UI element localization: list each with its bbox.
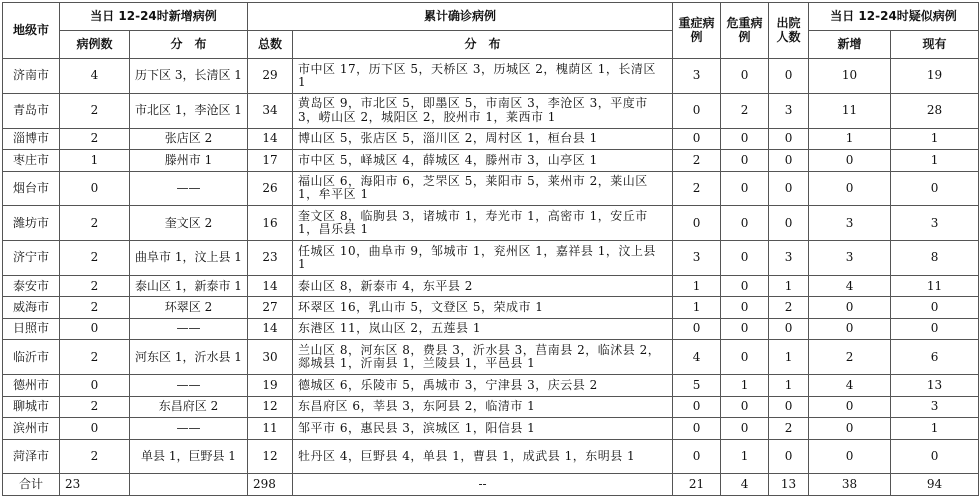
- discharged-count: 3: [769, 241, 809, 276]
- new-distribution: 单县 1，巨野县 1: [130, 439, 248, 474]
- city-name: 威海市: [3, 297, 60, 318]
- discharged-count: 1: [769, 275, 809, 296]
- header-critical: 危重病例: [721, 3, 769, 59]
- cumulative-distribution: 东昌府区 6，莘县 3，东阿县 2，临清市 1: [293, 396, 673, 417]
- suspected-current: 0: [891, 439, 979, 474]
- table-row: [3, 340, 979, 375]
- city-name: 泰安市: [3, 275, 60, 296]
- new-count: 2: [60, 439, 130, 474]
- total-discharged: 13: [769, 474, 809, 496]
- cumulative-distribution: 市中区 5，峄城区 4，薛城区 4，滕州市 3，山亭区 1: [293, 150, 673, 171]
- suspected-new: 3: [809, 206, 891, 241]
- new-distribution: 市北区 1，李沧区 1: [130, 93, 248, 128]
- cumulative-distribution: 市中区 17，历下区 5，天桥区 3，历城区 2，槐荫区 1，长清区 1: [293, 59, 673, 94]
- severe-count: 4: [673, 340, 721, 375]
- suspected-current: 13: [891, 375, 979, 396]
- total-row: [3, 474, 979, 496]
- new-count: 0: [60, 318, 130, 339]
- cumulative-total: 14: [248, 275, 293, 296]
- suspected-current: 1: [891, 150, 979, 171]
- new-count: 4: [60, 59, 130, 94]
- cumulative-distribution: 博山区 5，张店区 5，淄川区 2，周村区 1，桓台县 1: [293, 128, 673, 149]
- total-cumulative: 298: [248, 474, 293, 496]
- cumulative-total: 14: [248, 318, 293, 339]
- suspected-new: 3: [809, 241, 891, 276]
- cumulative-total: 14: [248, 128, 293, 149]
- cumulative-distribution: 兰山区 8，河东区 8，费县 3，沂水县 3，莒南县 2，临沭县 2，郯城县 1，沂南县 1，兰陵县 1，平邑县 1: [293, 340, 673, 375]
- city-name: 临沂市: [3, 340, 60, 375]
- cumulative-total: 27: [248, 297, 293, 318]
- suspected-new: 0: [809, 396, 891, 417]
- discharged-count: 1: [769, 340, 809, 375]
- suspected-current: 19: [891, 59, 979, 94]
- new-distribution: 环翠区 2: [130, 297, 248, 318]
- suspected-current: 0: [891, 297, 979, 318]
- table-row: [3, 59, 979, 94]
- discharged-count: 0: [769, 439, 809, 474]
- city-name: 济宁市: [3, 241, 60, 276]
- new-distribution: 滕州市 1: [130, 150, 248, 171]
- critical-count: 0: [721, 128, 769, 149]
- city-name: 烟台市: [3, 171, 60, 206]
- header-city: 地级市: [3, 3, 60, 59]
- new-distribution: ——: [130, 171, 248, 206]
- new-distribution: 泰山区 1，新泰市 1: [130, 275, 248, 296]
- header-cum-total: 总数: [248, 31, 293, 59]
- table-row: [3, 439, 979, 474]
- new-count: 2: [60, 93, 130, 128]
- suspected-current: 11: [891, 275, 979, 296]
- discharged-count: 0: [769, 318, 809, 339]
- severe-count: 3: [673, 59, 721, 94]
- critical-count: 0: [721, 418, 769, 439]
- critical-count: 0: [721, 275, 769, 296]
- cumulative-distribution: 德城区 6，乐陵市 5，禹城市 3，宁津县 3，庆云县 2: [293, 375, 673, 396]
- total-critical: 4: [721, 474, 769, 496]
- discharged-count: 0: [769, 59, 809, 94]
- severe-count: 0: [673, 128, 721, 149]
- suspected-current: 1: [891, 128, 979, 149]
- new-distribution: ——: [130, 418, 248, 439]
- severe-count: 2: [673, 150, 721, 171]
- critical-count: 0: [721, 59, 769, 94]
- new-distribution: 东昌府区 2: [130, 396, 248, 417]
- severe-count: 2: [673, 171, 721, 206]
- discharged-count: 0: [769, 396, 809, 417]
- table-row: [3, 418, 979, 439]
- cumulative-total: 29: [248, 59, 293, 94]
- severe-count: 0: [673, 396, 721, 417]
- cumulative-distribution: 福山区 6，海阳市 6，芝罘区 5，莱阳市 5，莱州市 2，莱山区 1，牟平区 1: [293, 171, 673, 206]
- suspected-new: 0: [809, 150, 891, 171]
- table-row: [3, 275, 979, 296]
- suspected-current: 0: [891, 171, 979, 206]
- severe-count: 0: [673, 93, 721, 128]
- severe-count: 1: [673, 297, 721, 318]
- city-name: 聊城市: [3, 396, 60, 417]
- critical-count: 2: [721, 93, 769, 128]
- suspected-new: 0: [809, 318, 891, 339]
- cumulative-total: 34: [248, 93, 293, 128]
- city-name: 淄博市: [3, 128, 60, 149]
- new-count: 2: [60, 128, 130, 149]
- table-row: [3, 206, 979, 241]
- cumulative-distribution: 黄岛区 9，市北区 5，即墨区 5，市南区 3，李沧区 3，平度市 3，崂山区 2，城阳区 2，胶州市 1，莱西市 1: [293, 93, 673, 128]
- new-count: 2: [60, 297, 130, 318]
- severe-count: 0: [673, 439, 721, 474]
- cumulative-total: 11: [248, 418, 293, 439]
- new-count: 2: [60, 275, 130, 296]
- suspected-new: 1: [809, 128, 891, 149]
- table-row: [3, 171, 979, 206]
- city-name: 德州市: [3, 375, 60, 396]
- new-distribution: ——: [130, 375, 248, 396]
- severe-count: 3: [673, 241, 721, 276]
- discharged-count: 2: [769, 297, 809, 318]
- cumulative-distribution: 任城区 10，曲阜市 9，邹城市 1，兖州区 1，嘉祥县 1，汶上县 1: [293, 241, 673, 276]
- table-row: [3, 241, 979, 276]
- header-discharged: 出院人数: [769, 3, 809, 59]
- new-distribution: 河东区 1，沂水县 1: [130, 340, 248, 375]
- table-row: [3, 150, 979, 171]
- critical-count: 0: [721, 318, 769, 339]
- suspected-current: 1: [891, 418, 979, 439]
- total-suspected-current: 94: [891, 474, 979, 496]
- critical-count: 0: [721, 171, 769, 206]
- critical-count: 0: [721, 396, 769, 417]
- cumulative-total: 17: [248, 150, 293, 171]
- severe-count: 5: [673, 375, 721, 396]
- header-new-count: 病例数: [60, 31, 130, 59]
- critical-count: 1: [721, 439, 769, 474]
- new-count: 2: [60, 396, 130, 417]
- new-distribution: 曲阜市 1，汶上县 1: [130, 241, 248, 276]
- suspected-new: 4: [809, 375, 891, 396]
- cumulative-total: 12: [248, 439, 293, 474]
- new-count: 2: [60, 206, 130, 241]
- cumulative-distribution: 泰山区 8，新泰市 4，东平县 2: [293, 275, 673, 296]
- critical-count: 0: [721, 150, 769, 171]
- table-row: [3, 396, 979, 417]
- discharged-count: 2: [769, 418, 809, 439]
- cumulative-total: 23: [248, 241, 293, 276]
- suspected-new: 0: [809, 439, 891, 474]
- critical-count: 0: [721, 340, 769, 375]
- cumulative-distribution: 东港区 11，岚山区 2，五莲县 1: [293, 318, 673, 339]
- table-row: [3, 93, 979, 128]
- cumulative-distribution: 环翠区 16，乳山市 5，文登区 5，荣成市 1: [293, 297, 673, 318]
- table-row: [3, 375, 979, 396]
- cumulative-distribution: 牡丹区 4，巨野县 4，单县 1，曹县 1，成武县 1，东明县 1: [293, 439, 673, 474]
- city-name: 菏泽市: [3, 439, 60, 474]
- new-count: 0: [60, 375, 130, 396]
- header-severe: 重症病例: [673, 3, 721, 59]
- total-new-count: 23: [60, 474, 130, 496]
- suspected-new: 11: [809, 93, 891, 128]
- severe-count: 0: [673, 206, 721, 241]
- new-count: 1: [60, 150, 130, 171]
- total-severe: 21: [673, 474, 721, 496]
- city-name: 济南市: [3, 59, 60, 94]
- cumulative-distribution: 邹平市 6，惠民县 3，滨城区 1，阳信县 1: [293, 418, 673, 439]
- suspected-current: 6: [891, 340, 979, 375]
- suspected-new: 10: [809, 59, 891, 94]
- city-name: 枣庄市: [3, 150, 60, 171]
- header-cumulative: 累计确诊病例: [248, 3, 673, 31]
- covid-stats-table: [2, 2, 979, 496]
- city-name: 青岛市: [3, 93, 60, 128]
- total-distribution: --: [293, 474, 673, 496]
- discharged-count: 0: [769, 128, 809, 149]
- critical-count: 0: [721, 206, 769, 241]
- city-name: 滨州市: [3, 418, 60, 439]
- severe-count: 0: [673, 418, 721, 439]
- table-row: [3, 297, 979, 318]
- suspected-current: 0: [891, 318, 979, 339]
- suspected-new: 2: [809, 340, 891, 375]
- discharged-count: 0: [769, 171, 809, 206]
- suspected-current: 8: [891, 241, 979, 276]
- severe-count: 0: [673, 318, 721, 339]
- total-label: 合计: [3, 474, 60, 496]
- suspected-new: 4: [809, 275, 891, 296]
- suspected-new: 0: [809, 297, 891, 318]
- cumulative-total: 19: [248, 375, 293, 396]
- header-cum-dist: 分 布: [293, 31, 673, 59]
- discharged-count: 0: [769, 150, 809, 171]
- table-row: [3, 128, 979, 149]
- cumulative-total: 30: [248, 340, 293, 375]
- severe-count: 1: [673, 275, 721, 296]
- new-distribution: 奎文区 2: [130, 206, 248, 241]
- header-suspected: 当日 12-24时疑似病例: [809, 3, 979, 31]
- new-distribution: 历下区 3，长清区 1: [130, 59, 248, 94]
- total-new-distribution: [130, 474, 248, 496]
- header-new-today: 当日 12-24时新增病例: [60, 3, 248, 31]
- suspected-current: 3: [891, 396, 979, 417]
- critical-count: 1: [721, 375, 769, 396]
- total-suspected-new: 38: [809, 474, 891, 496]
- cumulative-total: 12: [248, 396, 293, 417]
- header-new-dist: 分 布: [130, 31, 248, 59]
- new-count: 0: [60, 418, 130, 439]
- new-count: 2: [60, 340, 130, 375]
- discharged-count: 1: [769, 375, 809, 396]
- cumulative-distribution: 奎文区 8，临朐县 3，诸城市 1，寿光市 1，高密市 1，安丘市 1，昌乐县 1: [293, 206, 673, 241]
- city-name: 潍坊市: [3, 206, 60, 241]
- discharged-count: 0: [769, 206, 809, 241]
- table-row: [3, 318, 979, 339]
- header-susp-new: 新增: [809, 31, 891, 59]
- new-count: 2: [60, 241, 130, 276]
- critical-count: 0: [721, 241, 769, 276]
- suspected-current: 28: [891, 93, 979, 128]
- discharged-count: 3: [769, 93, 809, 128]
- critical-count: 0: [721, 297, 769, 318]
- cumulative-total: 26: [248, 171, 293, 206]
- new-count: 0: [60, 171, 130, 206]
- suspected-new: 0: [809, 171, 891, 206]
- cumulative-total: 16: [248, 206, 293, 241]
- suspected-current: 3: [891, 206, 979, 241]
- new-distribution: ——: [130, 318, 248, 339]
- city-name: 日照市: [3, 318, 60, 339]
- header-susp-current: 现有: [891, 31, 979, 59]
- new-distribution: 张店区 2: [130, 128, 248, 149]
- suspected-new: 0: [809, 418, 891, 439]
